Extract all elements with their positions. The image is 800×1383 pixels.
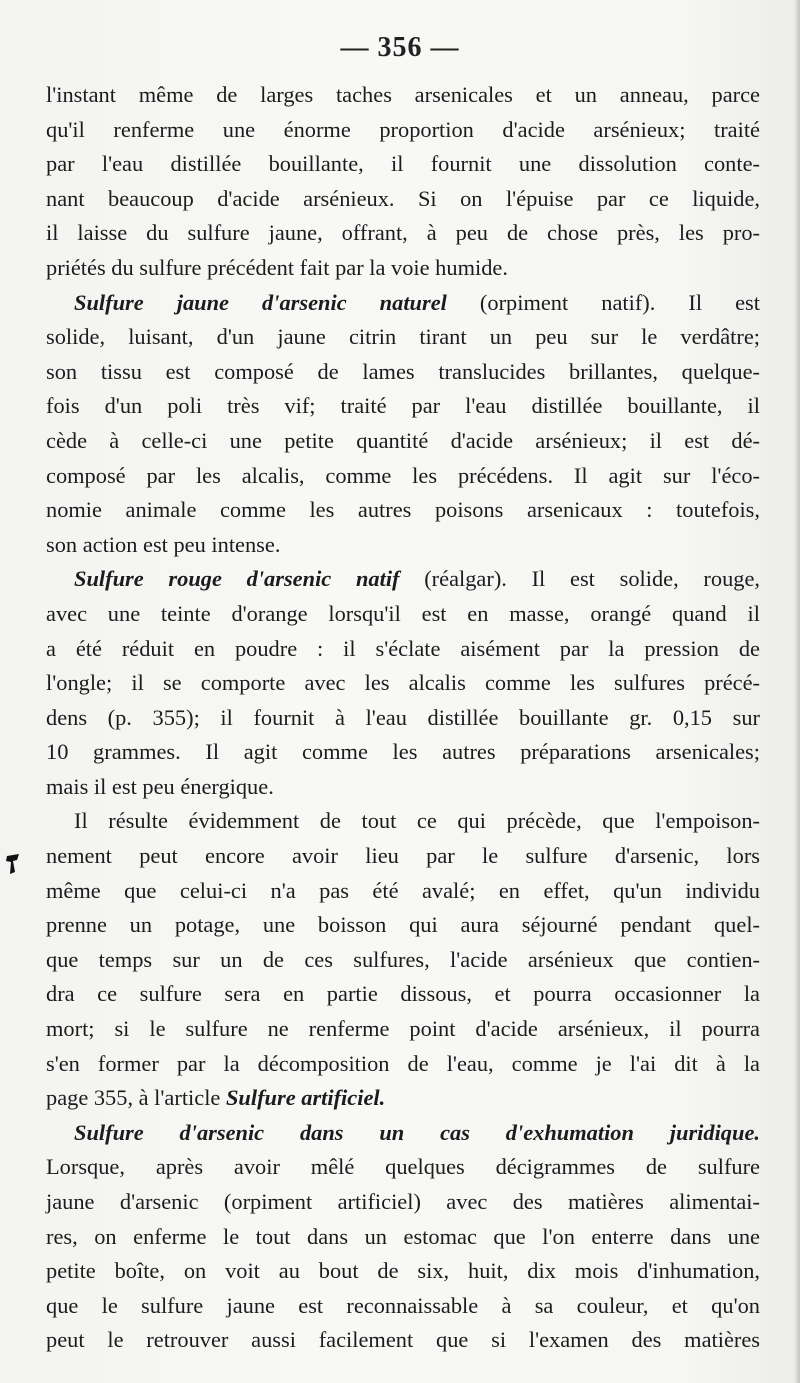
text-segment: dens (p. 355); il fournit à l'eau distillée bouillante gr. 0,15 sur [46,704,760,730]
text-segment: nement peut encore avoir lieu par le sulfure d'arsenic, lors [46,843,760,869]
italic-heading-text: Sulfure d'arsenic dans un cas d'exhumation juridique. [74,1119,760,1145]
text-segment: mais il est peu énergique. [46,773,274,799]
text-segment: avec une teinte d'orange lorsqu'il est en masse, orangé quand il [46,600,760,626]
page-number: — 356 — [340,32,460,63]
text-segment: qu'il renferme une énorme proportion d'acide arsénieux; traité [46,116,760,142]
body-text [46,78,760,1358]
text-segment: par l'eau distillée bouillante, il fournit une dissolution conte- [46,151,760,177]
text-line [46,632,760,667]
text-line [46,1254,760,1289]
text-line [46,493,760,528]
text-segment: s'en former par la décomposition de l'eau, comme je l'ai dit à la [46,1050,760,1076]
text-line [46,216,760,251]
text-line [46,78,760,113]
text-segment: 10 grammes. Il agit comme les autres préparations arsenicales; [46,739,760,765]
text-segment: cède à celle-ci une petite quantité d'acide arsénieux; il est dé- [46,427,760,453]
text-line [46,804,760,839]
text-segment: son action est peu intense. [46,531,281,557]
text-segment: dra ce sulfure sera en partie dissous, et pourra occasionner la [46,981,760,1007]
text-line [46,1150,760,1185]
text-segment: nomie animale comme les autres poisons arsenicaux : toutefois, [46,497,760,523]
text-line [46,908,760,943]
text-line [46,147,760,182]
text-segment: res, on enferme le tout dans un estomac que l'on enterre dans une [46,1223,760,1249]
italic-heading-text: Sulfure artificiel. [225,1085,386,1111]
text-segment: que temps sur un de ces sulfures, l'acide arsénieux que contien- [46,946,760,972]
text-line [46,735,760,770]
text-line [46,701,760,736]
text-segment: jaune d'arsenic (orpiment artificiel) avec des matières alimentai- [46,1189,760,1214]
text-line [46,424,760,459]
text-line [46,1116,760,1151]
text-line [46,874,760,909]
text-line [46,1047,760,1082]
text-line [46,355,760,390]
text-line [46,251,760,286]
text-line [46,286,760,321]
text-segment: que le sulfure jaune est reconnaissable à sa couleur, et qu'on [46,1292,760,1318]
text-segment: solide, luisant, d'un jaune citrin tirant un peu sur le verdâtre; [46,324,760,350]
text-line [46,528,760,563]
text-line [46,1081,760,1116]
text-line [46,113,760,148]
text-segment: (orpiment natif). Il est [446,289,760,315]
text-segment: même que celui-ci n'a pas été avalé; en effet, qu'un individu [46,877,760,903]
margin-ink-mark-icon [4,852,22,876]
text-line [46,1289,760,1324]
text-line [46,943,760,978]
text-segment: Il résulte évidemment de tout ce qui précède, que l'empoison- [74,808,760,834]
text-segment: son tissu est composé de lames translucides brillantes, quelque- [46,358,760,384]
text-line [46,1012,760,1047]
text-segment: l'instant même de larges taches arsenicales et un anneau, parce [46,82,760,107]
text-segment: fois d'un poli très vif; traité par l'eau distillée bouillante, il [46,393,760,419]
italic-heading-text: Sulfure rouge d'arsenic natif [74,566,400,592]
text-segment: Lorsque, après avoir mêlé quelques décigrammes de sulfure [46,1154,760,1180]
text-line [46,1323,760,1358]
text-segment: peut le retrouver aussi facilement que si l'examen des matières [46,1327,760,1353]
text-line [46,562,760,597]
text-line [46,770,760,805]
text-line [46,839,760,874]
text-line [46,320,760,355]
text-segment: mort; si le sulfure ne renferme point d'acide arsénieux, il pourra [46,1016,760,1042]
text-segment: nant beaucoup d'acide arsénieux. Si on l'épuise par ce liquide, [46,185,760,211]
text-line [46,597,760,632]
text-line [46,389,760,424]
text-segment: priétés du sulfure précédent fait par la voie humide. [46,254,508,280]
text-line [46,459,760,494]
text-segment: prenne un potage, une boisson qui aura séjourné pendant quel- [46,912,760,938]
text-line [46,182,760,217]
text-segment: composé par les alcalis, comme les précédens. Il agit sur l'éco- [46,462,760,488]
text-segment: il laisse du sulfure jaune, offrant, à peu de chose près, les pro- [46,220,760,246]
text-segment: l'ongle; il se comporte avec les alcalis comme les sulfures précé- [46,670,760,696]
text-segment: petite boîte, on voit au bout de six, huit, dix mois d'inhumation, [46,1258,760,1284]
text-line [46,1185,760,1220]
text-line [46,977,760,1012]
text-segment: (réalgar). Il est solide, rouge, [399,566,760,592]
italic-heading-text: Sulfure jaune d'arsenic naturel [74,289,447,315]
text-segment: a été réduit en poudre : il s'éclate aisément par la pression de [46,635,760,661]
scan-edge-shadow [794,0,800,1383]
text-line [46,1220,760,1255]
text-line [46,666,760,701]
text-segment: page 355, à l'article [46,1085,226,1111]
